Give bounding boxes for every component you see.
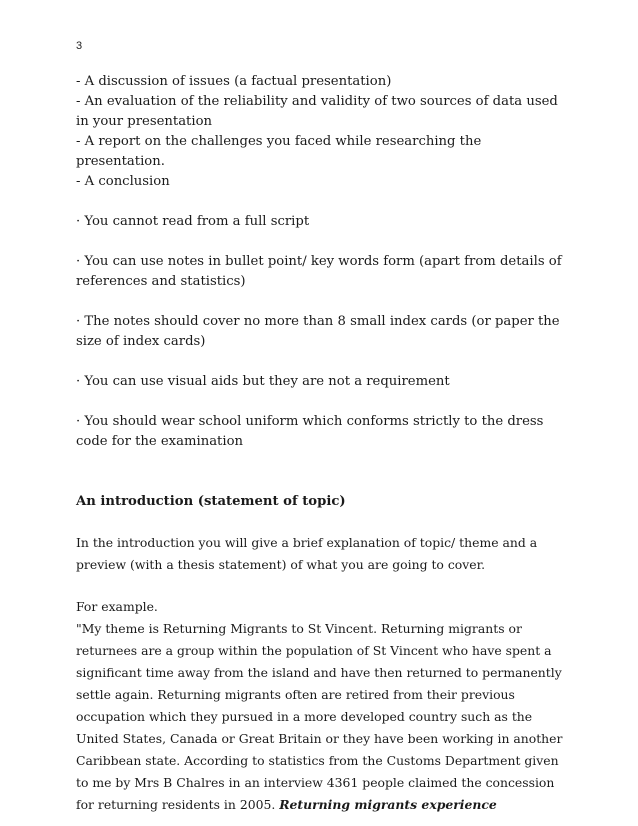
list-item-evaluation: - An evaluation of the reliability and validity of two sources of data used in your presentation	[76, 94, 558, 129]
bullet-index-cards: · The notes should cover no more than 8 small index cards (or paper the size of index cards)	[76, 314, 560, 349]
list-item-conclusion: - A conclusion	[76, 174, 170, 189]
section-heading: An introduction (statement of topic)	[76, 494, 346, 509]
intro-paragraph: In the introduction you will give a brief explanation of topic/ theme and a preview (with a thesis statement) of what you are going to cover.	[76, 535, 538, 572]
bullet-visual-aids: · You can use visual aids but they are not a requirement	[76, 374, 450, 389]
list-item-discussion: - A discussion of issues (a factual presentation)	[76, 74, 392, 89]
example-emphasis: Returning migrants experience	[279, 797, 497, 812]
bullet-no-script: · You cannot read from a full script	[76, 214, 310, 229]
bullet-uniform: · You should wear school uniform which conforms strictly to the dress code for the examination	[76, 414, 544, 449]
example-paragraph	[76, 618, 572, 816]
document-body	[76, 72, 572, 816]
example-label: For example.	[76, 599, 158, 614]
example-text: "My theme is Returning Migrants to St Vincent. Returning migrants or returnees are a group within the population of St Vincent who have spent a significant time away from the island and have then returned to permanently settle again. Returning migrants often are retired from their previous occupation which they pursued in a more developed country such as the United States, Canada or Great Britain or they have been working in another Caribbean state. According to statistics from the Customs Department given to me by Mrs B Chalres in an interview 4361 people claimed the concession for returning residents in 2005.	[76, 621, 563, 812]
bullet-notes-form: · You can use notes in bullet point/ key words form (apart from details of references and statistics)	[76, 254, 562, 289]
page-number: 3	[76, 40, 83, 52]
list-item-report: - A report on the challenges you faced while researching the presentation.	[76, 134, 482, 169]
